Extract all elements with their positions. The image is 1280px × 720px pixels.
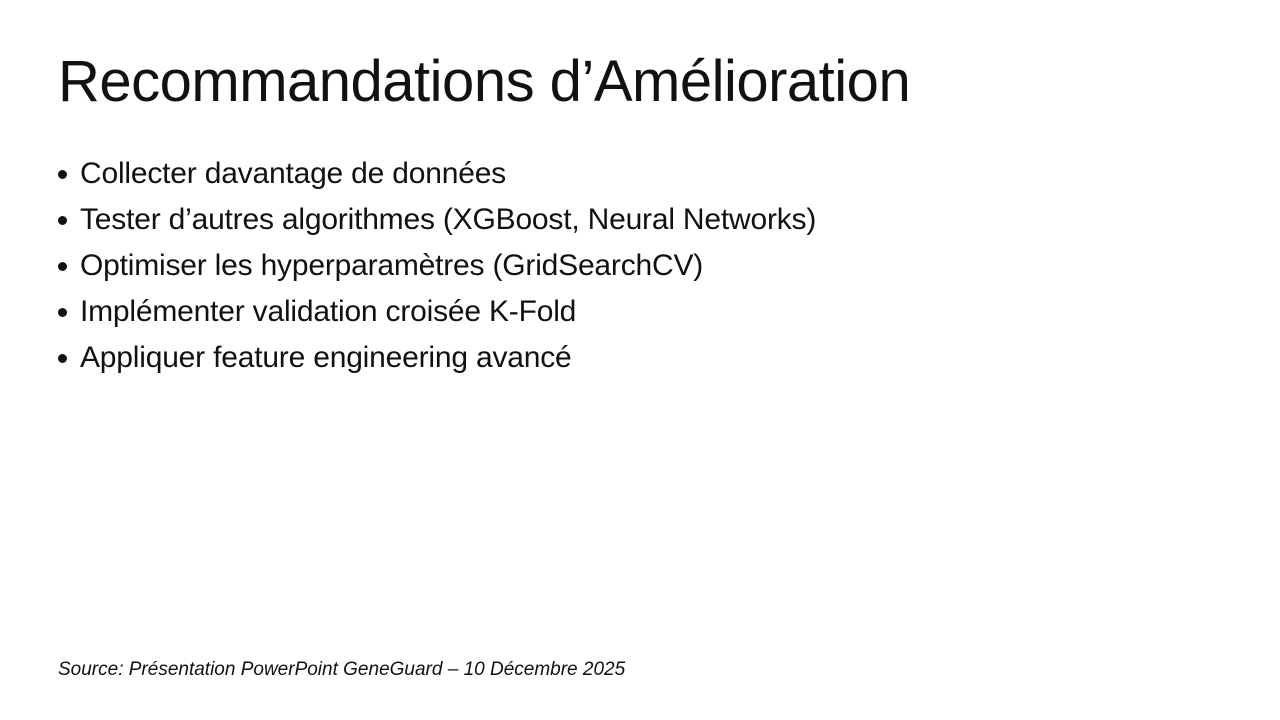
bullet-dot-icon (58, 170, 67, 179)
list-item (58, 151, 816, 197)
list-item (58, 335, 816, 381)
slide-title: Recommandations d’Amélioration (58, 49, 911, 114)
bullet-dot-icon (58, 216, 67, 225)
bullet-text: Appliquer feature engineering avancé (80, 341, 572, 374)
bullet-text: Optimiser les hyperparamètres (GridSearchCV) (80, 249, 704, 282)
source-caption: Source: Présentation PowerPoint GeneGuard – 10 Décembre 2025 (58, 659, 626, 680)
list-item (58, 197, 816, 243)
bullet-dot-icon (58, 308, 67, 317)
list-item (58, 243, 816, 289)
list-item (58, 289, 816, 335)
bullet-dot-icon (58, 354, 67, 363)
bullet-list (58, 151, 816, 381)
bullet-text: Tester d’autres algorithmes (XGBoost, Neural Networks) (80, 203, 817, 236)
bullet-dot-icon (58, 262, 67, 271)
bullet-text: Collecter davantage de données (80, 157, 506, 190)
bullet-text: Implémenter validation croisée K-Fold (80, 295, 577, 328)
